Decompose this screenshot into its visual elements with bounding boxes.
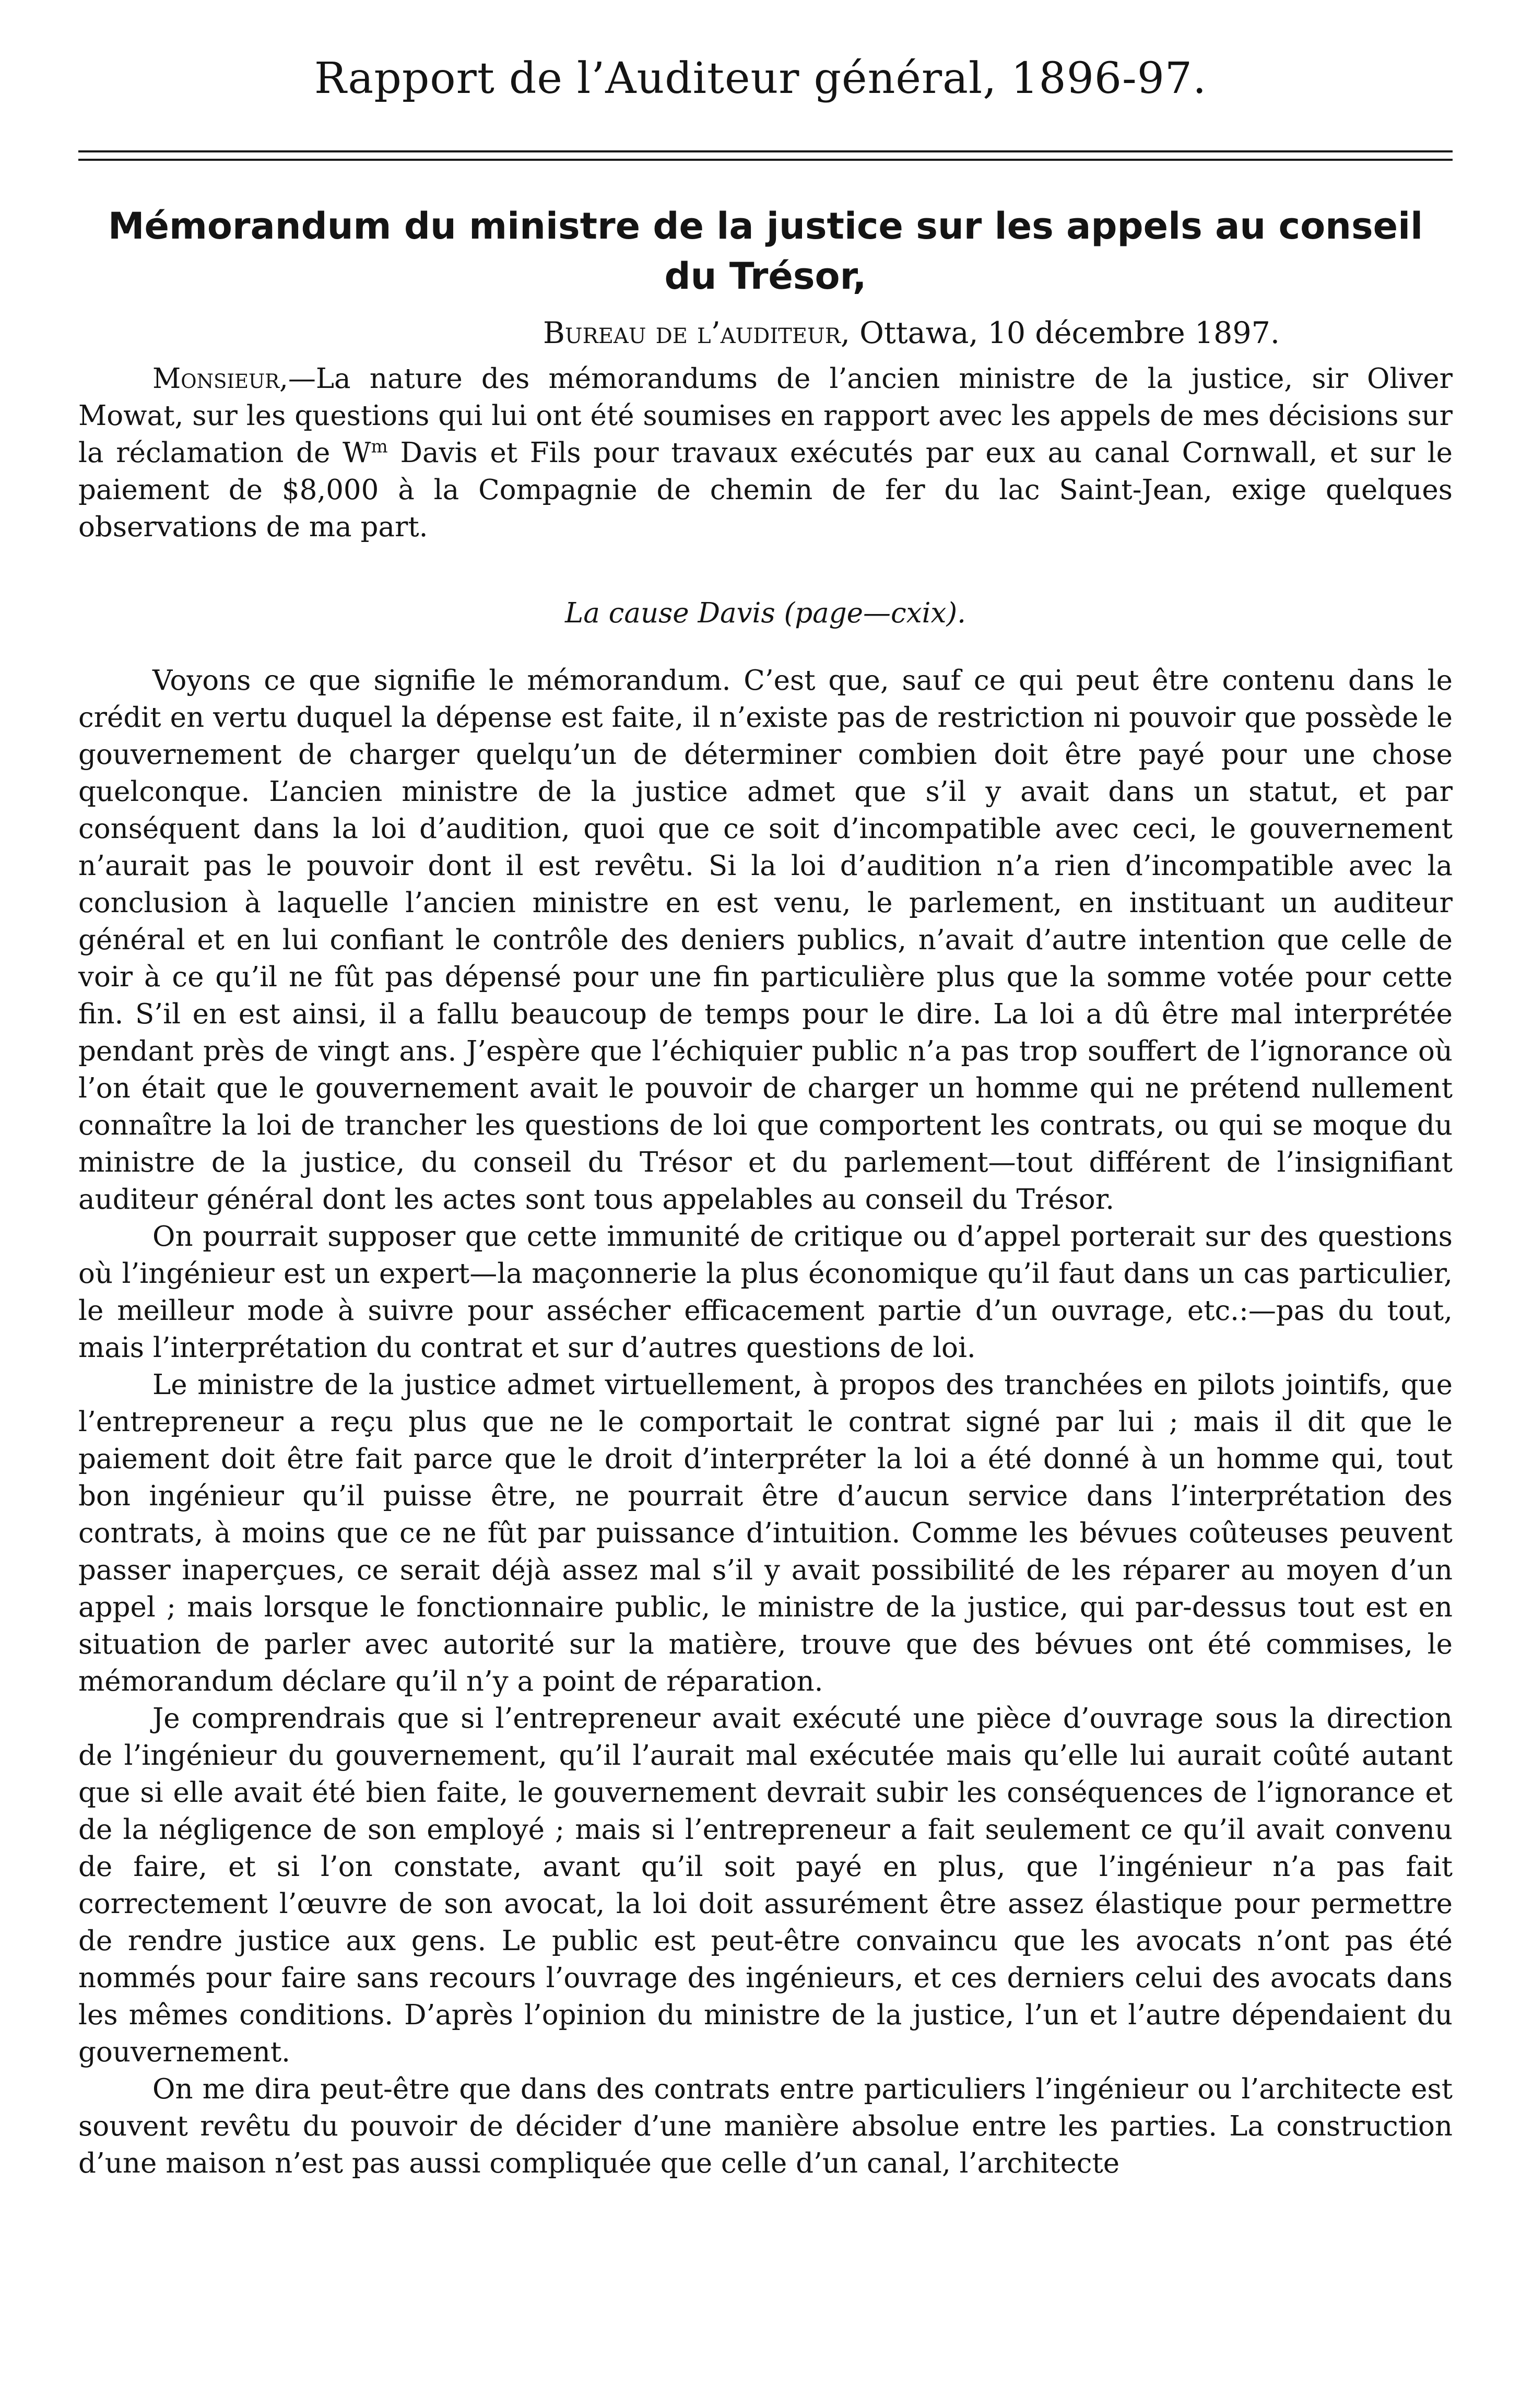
header-rule-bottom xyxy=(78,159,1453,161)
dateline xyxy=(543,318,1280,348)
dateline-office: Bureau de l’auditeur xyxy=(543,316,841,350)
opening-section xyxy=(78,360,1453,546)
superscript-m: m xyxy=(371,436,388,457)
paragraph-1: Voyons ce que signifie le mémorandum. C’est que, sauf ce qui peut être contenu dans le crédit en vertu duquel la dépense est faite, il n’existe pas de restriction ni pouvoir que possède le gouvernement de charger quelqu’un de déterminer combien doit être payé pour une chose quelconque. L’ancien ministre de la justice admet que s’il y avait dans un statut, et par conséquent dans la loi d’audition, quoi que ce soit d’incompatible avec ceci, le gouvernement n’aurait pas le pouvoir dont il est revêtu. Si la loi d’audition n’a rien d’incompatible avec la conclusion à laquelle l’ancien ministre en est venu, le parlement, en instituant un auditeur général et en lui confiant le contrôle des deniers publics, n’avait d’autre intention que celle de voir à ce qu’il ne fût pas dépensé pour une fin particulière plus que la somme votée pour cette fin. S’il en est ainsi, il a fallu beaucoup de temps pour le dire. La loi a dû être mal interprétée pendant près de vingt ans. J’espère que l’échiquier public n’a pas trop souffert de l’ignorance où l’on était que le gouvernement avait le pouvoir de charger un homme qui ne prétend nullement connaître la loi de trancher les questions de loi que comportent les contrats, ou qui se moque du ministre de la justice, du conseil du Trésor et du parlement—tout différent de l’insignifiant auditeur général dont les actes sont tous appelables au conseil du Trésor. xyxy=(78,665,1453,1215)
paragraph-2: On pourrait supposer que cette immunité de critique ou d’appel porterait sur des questions où l’ingénieur est un expert—la maçonnerie la plus économique qu’il faut dans un cas particulier, le meilleur mode à suivre pour assécher efficacement partie d’un ouvrage, etc.:—pas du tout, mais l’interprétation du contrat et sur d’autres questions de loi. xyxy=(78,1221,1453,1364)
opening-text-b: Davis et Fils pour travaux exécutés par eux au canal Cornwall, et sur le paiement de $8,000 à la Compagnie de chemin de fer du lac Saint-Jean, exige quelques observations de ma part. xyxy=(78,437,1453,543)
paragraph-3: Le ministre de la justice admet virtuellement, à propos des tranchées en pilots jointifs, que l’entrepreneur a reçu plus que ne le comportait le contrat signé par lui ; mais il dit que le paiement doit être fait parce que le droit d’interpréter la loi a été donné à un homme qui, tout bon ingénieur qu’il puisse être, ne pourrait être d’aucun service dans l’interprétation des contrats, à moins que ce ne fût par puissance d’intuition. Comme les bévues coûteuses peuvent passer inaperçues, ce serait déjà assez mal s’il y avait possibilité de les réparer au moyen d’un appel ; mais lorsque le fonctionnaire public, le ministre de la justice, qui par-dessus tout est en situation de parler avec autorité sur la matière, trouve que des bévues ont été commises, le mémorandum déclare qu’il n’y a point de réparation. xyxy=(78,1369,1453,1697)
opening-text-a: ,—La nature des mémorandums de l’ancien ministre de la justice, sir Oliver Mowat, sur les questions qui lui ont été soumises en rapport avec les appels de mes décisions sur la réclamation de W xyxy=(78,363,1453,469)
dateline-rest: , Ottawa, 10 décembre 1897. xyxy=(840,316,1280,350)
paragraph-4: Je comprendrais que si l’entrepreneur avait exécuté une pièce d’ouvrage sous la direction de l’ingénieur du gouvernement, qu’il l’aurait mal exécutée mais qu’elle lui aurait coûté autant que si elle avait été bien faite, le gouvernement devrait subir les conséquences de l’ignorance et de la négligence de son employé ; mais si l’entrepreneur a fait seulement ce qu’il avait convenu de faire, et si l’on constate, avant qu’il soit payé en plus, que l’ingénieur n’a pas fait correctement l’œuvre de son avocat, la loi doit assurément être assez élastique pour permettre de rendre justice aux gens. Le public est peut-être convaincu que les avocats n’ont pas été nommés pour faire sans recours l’ouvrage des ingénieurs, et ces derniers celui des avocats dans les mêmes conditions. D’après l’opinion du ministre de la justice, l’un et l’autre dépendaient du gouvernement. xyxy=(78,1703,1453,2068)
salutation: Monsieur xyxy=(152,363,279,395)
header-rule-top xyxy=(78,150,1453,152)
body-section xyxy=(78,662,1453,2182)
opening-paragraph xyxy=(78,360,1453,546)
running-head: Rapport de l’Auditeur général, 1896-97. xyxy=(314,54,1207,103)
memo-title: Mémorandum du ministre de la justice sur les appels au conseil du Trésor, xyxy=(108,205,1423,298)
paragraph-5: On me dira peut-être que dans des contrats entre particuliers l’ingénieur ou l’architecte est souvent revêtu du pouvoir de décider d’une manière absolue entre les parties. La construction d’une maison n’est pas aussi compliquée que celle d’un canal, l’architecte xyxy=(78,2073,1453,2179)
section-subheading: La cause Davis (page—cxix). xyxy=(565,597,966,629)
